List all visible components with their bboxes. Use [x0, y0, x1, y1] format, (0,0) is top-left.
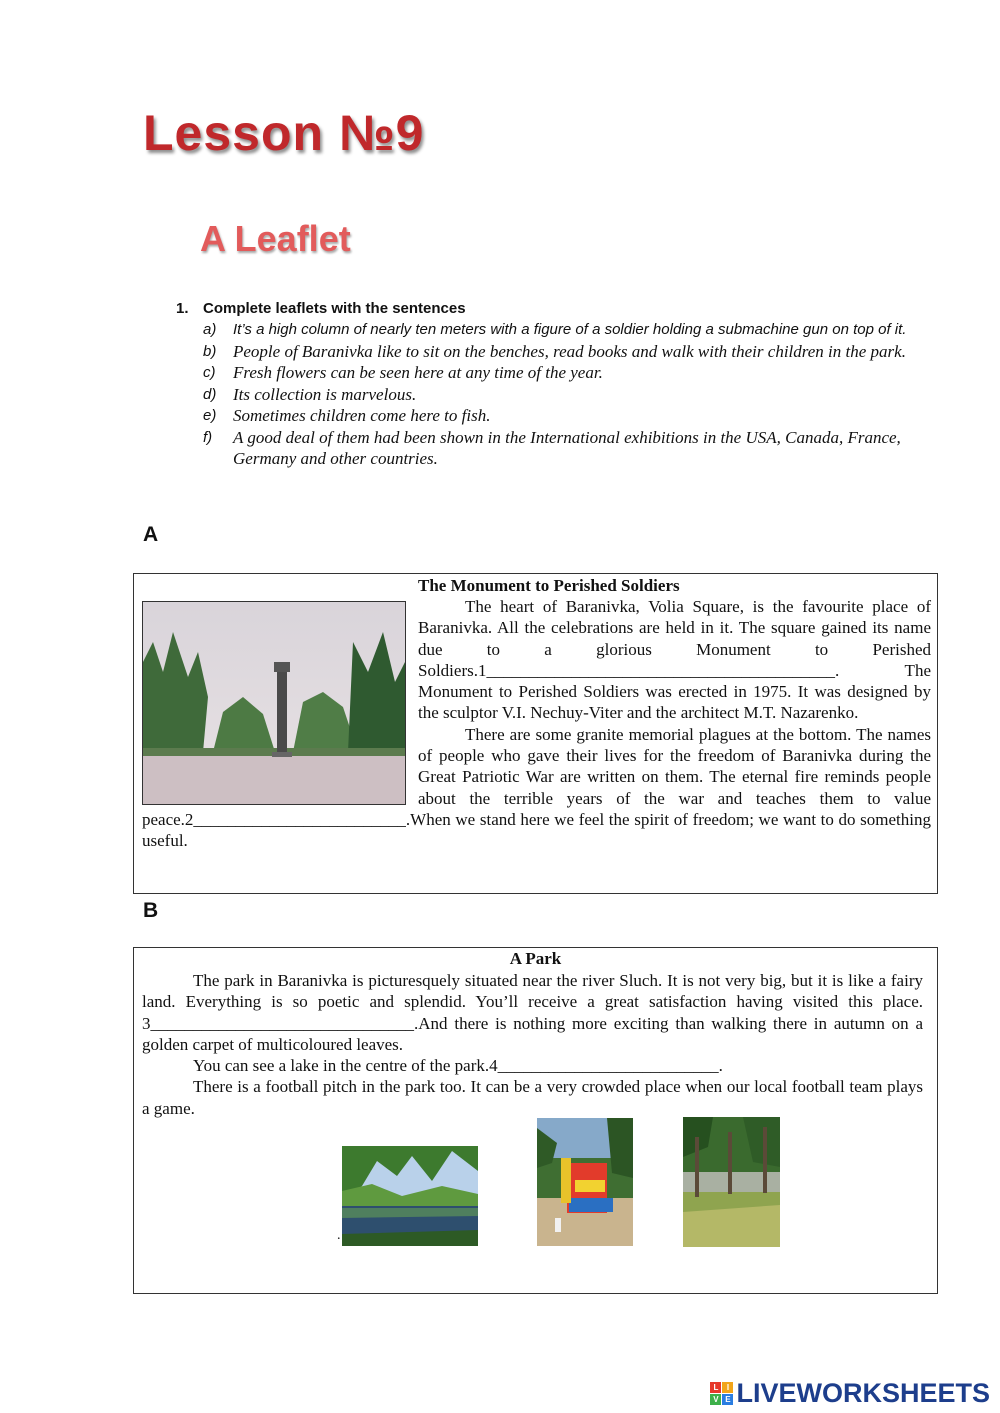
- option-b: [176, 341, 936, 363]
- option-text: Fresh flowers can be seen here at any time of the year.: [233, 363, 603, 382]
- task-section: [176, 300, 936, 470]
- lake-image: [342, 1146, 478, 1246]
- option-key: e): [203, 407, 217, 424]
- option-a: [176, 319, 936, 341]
- leaflet-a-body: [142, 596, 931, 852]
- option-text: It’s a high column of nearly ten meters with a figure of a soldier holding a submachine gun on top of it.: [233, 321, 907, 338]
- playground-image: [537, 1118, 633, 1246]
- leaflet-a-paragraph-1: The heart of Baranivka, Volia Square, is the favourite place of Baranivka. All the celebrations are held in it. The square gained its name due to a glorious Monument to Perished Soldiers.1_________________________________________. The Monument to Perished Soldiers was erected in 1975. It was designed by the sculptor V.I. Nechuy-Viter and the architect M.T. Nazarenko.: [418, 597, 931, 723]
- task-number: 1.: [176, 300, 189, 317]
- trees-photo: [683, 1117, 780, 1247]
- option-text: People of Baranivka like to sit on the benches, read books and walk with their children in the park.: [233, 341, 906, 361]
- leaflet-b-paragraph-1: The park in Baranivka is picturesquely situated near the river Sluch. It is not very big, but it is like a fairy land. Everything is so poetic and splendid. You’ll receive a great satisfaction having visited this place. 3_______________________________.And there is nothing more exciting than walking there in autumn on a golden carpet of multicoloured leaves.: [142, 971, 923, 1054]
- logo-letter: L: [710, 1382, 721, 1393]
- option-key: b): [203, 342, 217, 360]
- leaflet-b-body: [142, 970, 923, 1119]
- lesson-title: Lesson №9: [143, 105, 425, 161]
- option-d: [176, 384, 936, 406]
- leaflet-b-paragraph-3: There is a football pitch in the park too. It can be a very crowded place when our local football team plays a game.: [142, 1077, 923, 1118]
- photo-spacer: [142, 596, 418, 804]
- lake-photo: [342, 1146, 478, 1246]
- option-key: a): [203, 321, 217, 338]
- leaflet-a: [133, 573, 938, 894]
- option-key: c): [203, 364, 216, 381]
- trees-image: [683, 1117, 780, 1247]
- option-key: d): [203, 385, 217, 403]
- option-text: Sometimes children come here to fish.: [233, 406, 491, 425]
- section-b-letter: B: [143, 899, 159, 922]
- option-e: [176, 405, 936, 427]
- logo-text: LIVEWORKSHEETS: [736, 1378, 990, 1408]
- option-text: A good deal of them had been shown in the International exhibitions in the USA, Canada, France, Germany and other countries.: [233, 427, 901, 468]
- logo-letter: V: [710, 1394, 721, 1405]
- leaflet-a-title: The Monument to Perished Soldiers: [418, 576, 680, 595]
- photo-dot: .: [337, 1228, 341, 1243]
- section-a-letter: A: [143, 523, 159, 546]
- task-instruction: [176, 300, 936, 317]
- logo-letter: E: [722, 1394, 733, 1405]
- liveworksheets-logo: [710, 1378, 990, 1409]
- logo-mark-icon: [710, 1382, 733, 1405]
- leaflet-a-paragraph-2: There are some granite memorial plagues at the bottom. The names of people who gave their lives for the freedom of Baranivka during the Great Patriotic War are written on them. The eternal fire reminds people about the terrible years of the war and teaches them to value peace.2_________________________.When we stand here we feel the spirit of freedom; we want to do something useful.: [142, 724, 931, 851]
- leaflet-subtitle: A Leaflet: [200, 218, 351, 259]
- task-instruction-text: Complete leaflets with the sentences: [203, 300, 466, 317]
- leaflet-b: [133, 947, 938, 1294]
- option-key: f): [203, 428, 213, 446]
- leaflet-b-title: A Park: [509, 949, 562, 968]
- option-text: Its collection is marvelous.: [233, 384, 417, 404]
- option-f: [176, 427, 936, 470]
- playground-photo: [537, 1118, 633, 1246]
- leaflet-b-paragraph-2: You can see a lake in the centre of the park.4__________________________.: [193, 1056, 723, 1076]
- option-c: [176, 362, 936, 384]
- logo-letter: I: [722, 1382, 733, 1393]
